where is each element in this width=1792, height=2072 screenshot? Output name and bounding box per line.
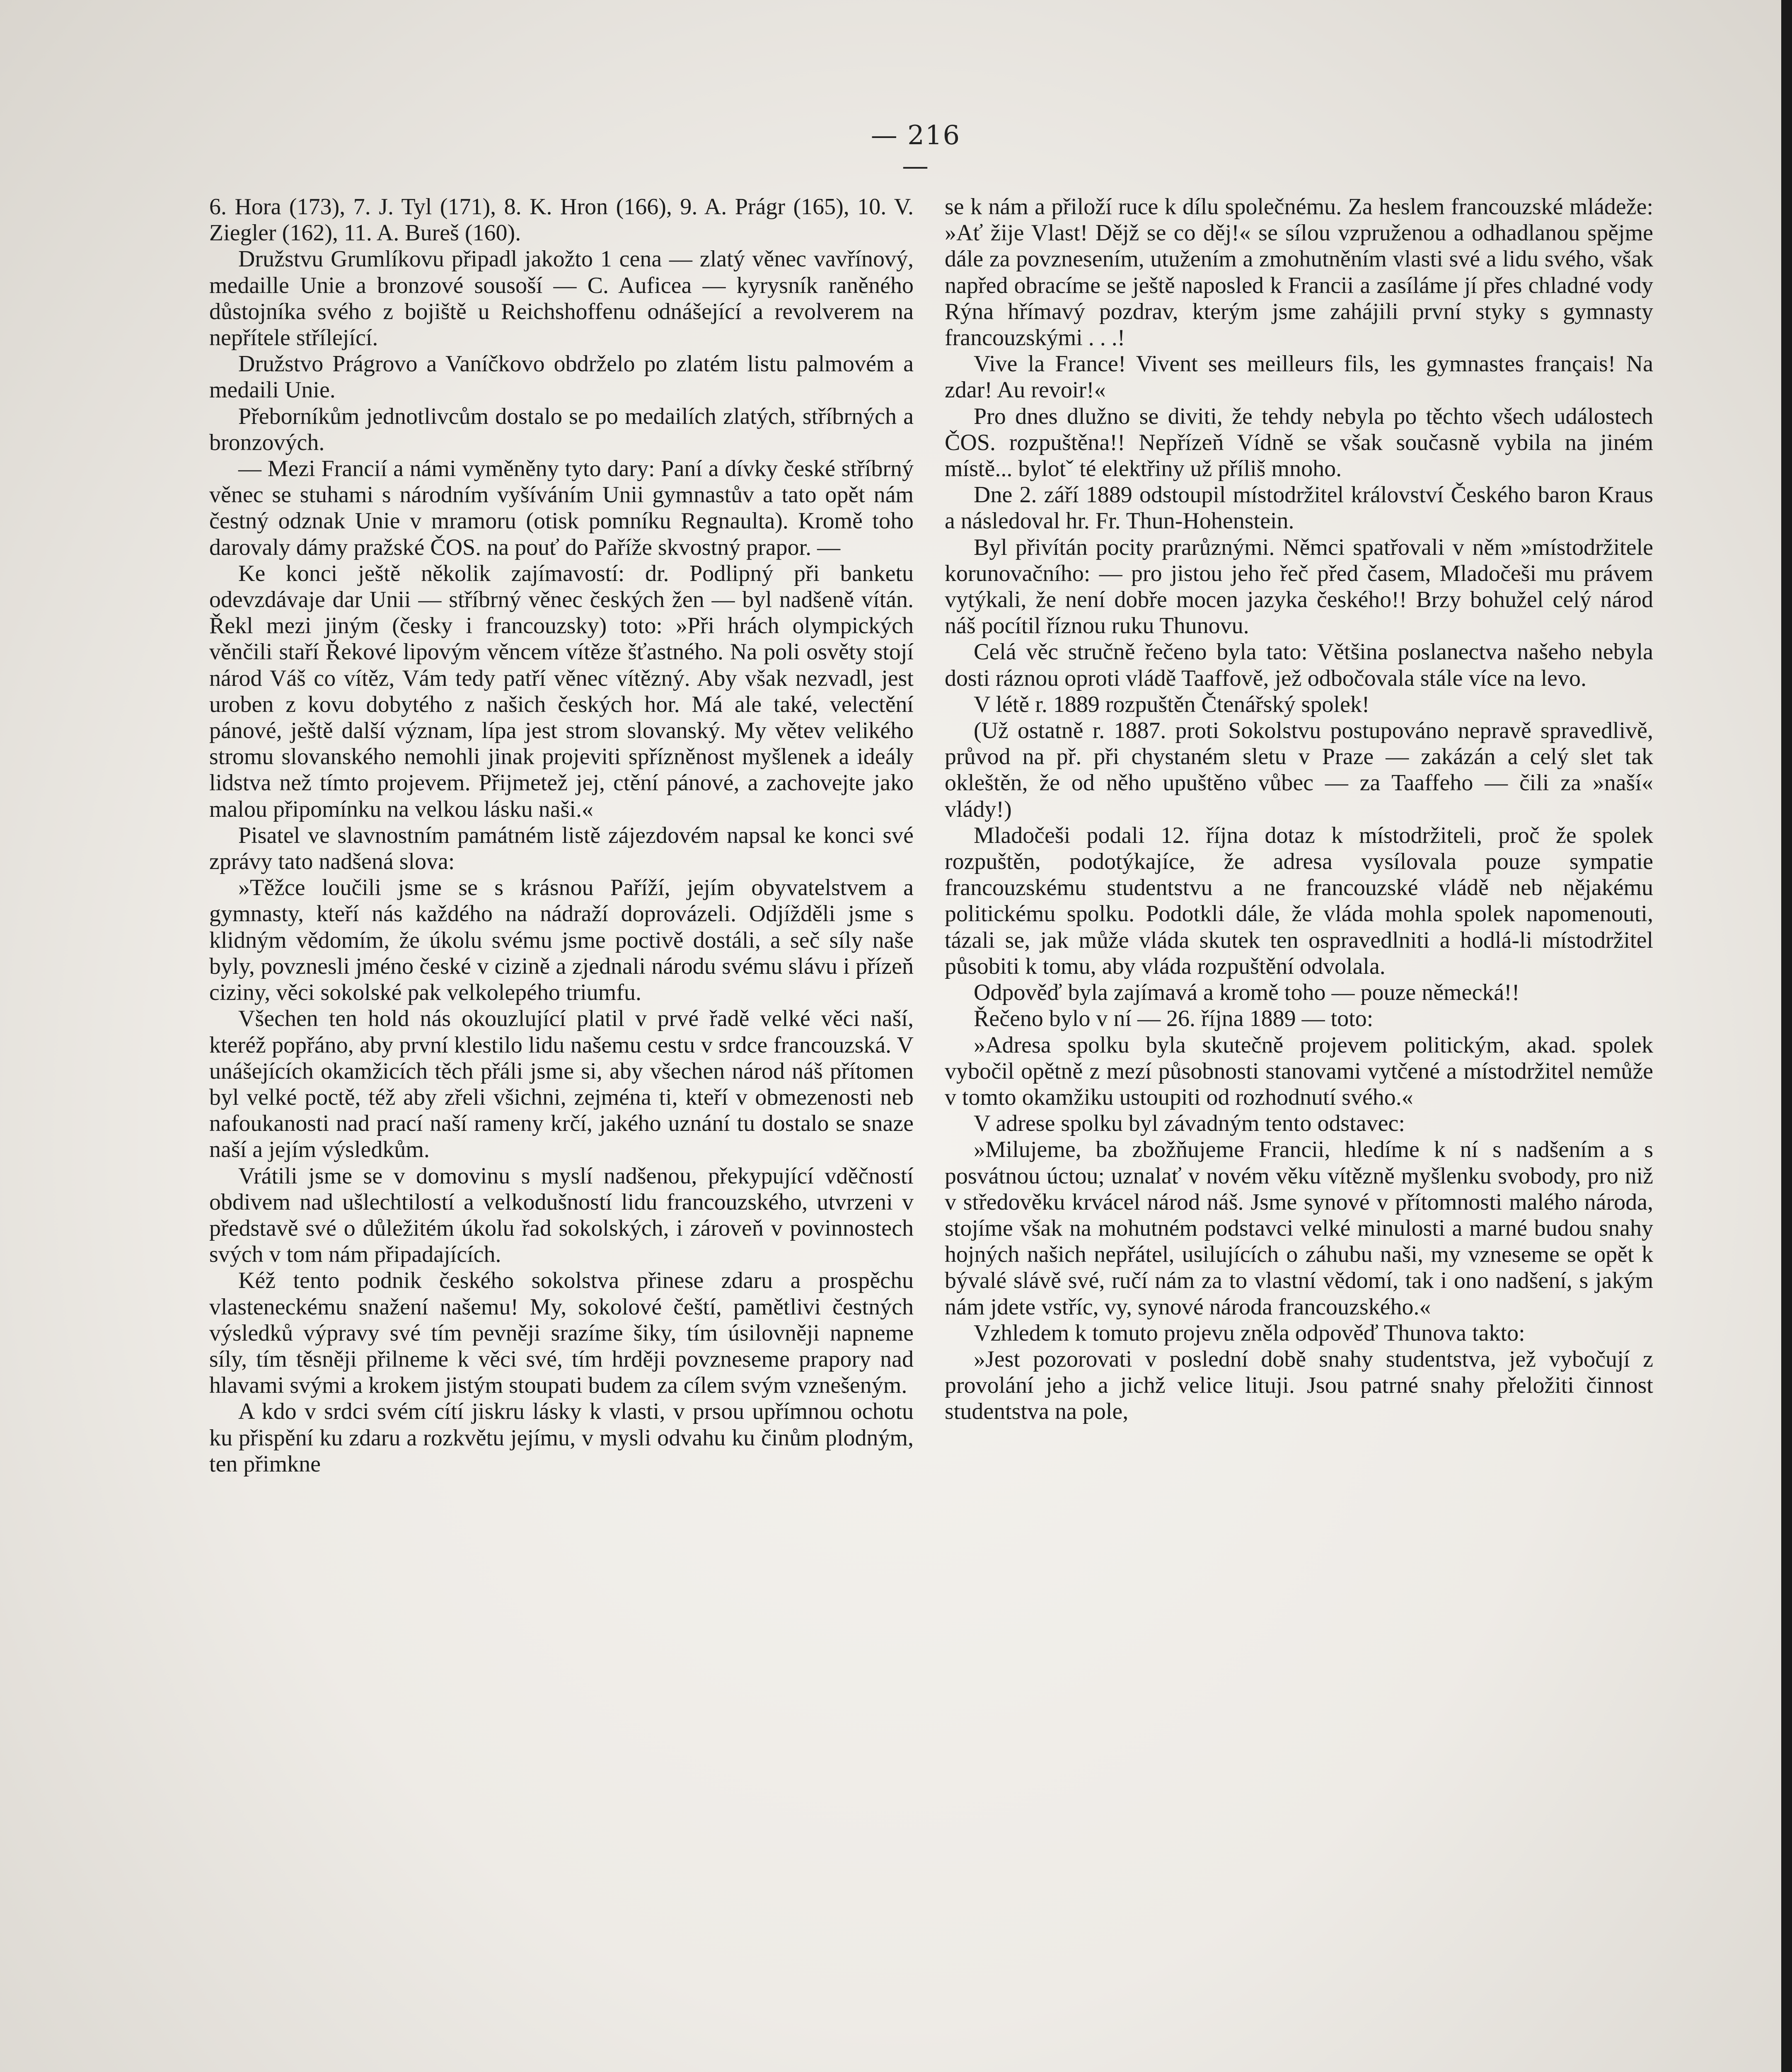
paragraph: Pro dnes dlužno se diviti, že tehdy nebyla po těchto všech událostech ČOS. rozpuštěna!! Nepřízeň Vídně se však současně vybila na jiném místě... bylotˇ té elektřiny už příliš mnoho. [945,403,1653,482]
paragraph: »Adresa spolku byla skutečně projevem politickým, akad. spolek vybočil opětně z mezí působnosti stanovami vytčené a místodržitel nemůže v tomto okamžiku ustoupiti od rozhodnutí svého.« [945,1032,1653,1110]
paragraph: — Mezi Francií a námi vyměněny tyto dary: Paní a dívky české stříbrný věnec se stuhami s národním vyšíváním Unii gymnastův a tato opět nám čestný odznak Unie v mramoru (otisk pomníku Regnaulta). Kromě toho darovaly dámy pražské ČOS. na pouť do Paříže skvostný prapor. — [209,456,914,560]
paragraph: Družstvu Grumlíkovu připadl jakožto 1 cena — zlatý věnec vavřínový, medaille Unie a bronzové sousoší — C. Auficea — kyrysník raněného důstojníka svého z bojiště u Reichshoffenu odnášející a revolverem na nepřítele střílející. [209,246,914,351]
paragraph: Vive la France! Vivent ses meilleurs fils, les gymnastes français! Na zdar! Au revoir!« [945,351,1653,403]
paragraph: Mladočeši podali 12. října dotaz k místodržiteli, proč že spolek rozpuštěn, podotýkajíce, že adresa vysílovala pouze sympatie francouzskému studentstvu a ne francouzské vládě neb nějakému politickému spolku. Podotkli dále, že vláda mohla spolek napomenouti, tázali se, jak může vláda skutek ten ospravedlniti a hodlá-li místodržitel působiti k tomu, aby vláda rozpuštění odvolala. [945,822,1653,979]
paragraph: Všechen ten hold nás okouzlující platil v prvé řadě velké věci naší, kteréž popřáno, aby první klestilo lidu našemu cestu v srdce francouzská. V unášejících okamžicích těch přáli jsme si, aby všechen národ náš přítomen byl velké poctě, též aby zřeli všichni, zejména ti, kteří v obmezenosti neb nafoukanosti nad prací naší rameny krčí, jakého uznání tu dostalo se snaze naší a jejím výsledkům. [209,1006,914,1163]
paragraph: Řečeno bylo v ní — 26. října 1889 — toto: [974,1006,1374,1032]
paragraph: Kéž tento podnik českého sokolstva přinese zdaru a prospěchu vlasteneckému snažení našemu! My, sokolové čeští, pamětlivi čestných výsledků výpravy své tím pevněji srazíme šiky, tím úsilovněji napneme síly, tím těsněji přilneme k věci své, tím hrději povzneseme prapory nad hlavami svými a krokem jistým stoupati budem za cílem svým vznešeným. [209,1268,914,1399]
paragraph: (Už ostatně r. 1887. proti Sokolstvu postupováno nepravě spravedlivě, průvod na př. při chystaném sletu v Praze — zakázán a celý slet tak okleštěn, že od něho upuštěno vůbec — za Taaffeho — čili za »naší« vlády!) [945,718,1653,822]
page-number: — 216 — [871,120,961,182]
right-column [945,194,1653,1425]
paragraph: se k nám a přiloží ruce k dílu společnému. Za heslem francouzské mládeže: »Ať žije Vlast! Dějž se co děj!« se sílou vzpruženou a odhadlanou spějme dále za povznesením, utužením a zmohutněním vlasti své a lidu svého, však napřed obracíme se ještě naposled k Francii a zasíláme jí přes chladné vody Rýna hřímavý pozdrav, kterým jsme zahájili první styky s gymnasty francouzskými . . .! [945,194,1653,351]
paragraph: Družstvo Prágrovo a Vaníčkovo obdrželo po zlatém listu palmovém a medaili Unie. [209,351,914,403]
paragraph: »Milujeme, ba zbožňujeme Francii, hledíme k ní s nadšením a s posvátnou úctou; uznalať v novém věku vítězně myšlenku svobody, pro niž v středověku krvácel národ náš. Jsme synové v přítomnosti malého národa, stojíme však na mohutném podstavci velké minulosti a marné budou snahy hojných našich nepřátel, usilujících o záhubu naši, my vzneseme se opět k bývalé slávě své, ručí nám za to vlastní vědomí, tak i ono nadšení, s jakým nám jdete vstříc, vy, synové národa francouzského.« [945,1137,1653,1320]
paragraph: 6. Hora (173), 7. J. Tyl (171), 8. K. Hron (166), 9. A. Prágr (165), 10. V. Ziegler (162), 11. A. Bureš (160). [209,194,914,246]
paragraph: Celá věc stručně řečeno byla tato: Většina poslanectva našeho nebyla dosti ráznou oproti vládě Taaffově, jež odbočovala stále více na levo. [945,639,1653,691]
paragraph: V létě r. 1889 rozpuštěn Čtenářský spolek! [974,691,1370,717]
paragraph: Byl přivítán pocity prarůznými. Němci spatřovali v něm »místodržitele korunovačního: — pro jistou jeho řeč před časem, Mladočeši mu právem vytýkali, že není dobře mocen jazyka českého!! Brzy bohužel celý národ náš pocítil říznou ruku Thunovu. [945,534,1653,639]
paragraph: Vrátili jsme se v domovinu s myslí nadšenou, překypující vděčností obdivem nad ušlechtilostí a velkodušností lidu francouzského, utvrzeni v představě své o důležitém úkolu řad sokolských, i zároveň v povinnostech svých v tom nám připadajících. [209,1163,914,1268]
scan-edge [1781,0,1792,2072]
paragraph: A kdo v srdci svém cítí jiskru lásky k vlasti, v prsou upřímnou ochotu ku přispění ku zdaru a rozkvětu jejímu, v mysli odvahu ku činům plodným, ten přimkne [209,1399,914,1477]
left-column [209,194,914,1477]
paragraph: V adrese spolku byl závadným tento odstavec: [974,1111,1405,1137]
paragraph: »Těžce loučili jsme se s krásnou Paříží, jejím obyvatelstvem a gymnasty, kteří nás každého na nádraží doprovázeli. Odjížděli jsme s klidným vědomím, že úkolu svému jsme poctivě dostáli, a seč síly naše byly, povznesli jméno české v cizině a zjednali národu svému slávu i přízeň ciziny, věci sokolské pak velkolepého triumfu. [209,875,914,1006]
paragraph: Odpověď byla zajímavá a kromě toho — pouze německá!! [974,980,1520,1006]
paragraph: »Jest pozorovati v poslední době snahy studentstva, jež vybočují z provolání jeho a jichž velice lituji. Jsou patrné snahy přeložiti činnost studentstva na pole, [945,1346,1653,1425]
paragraph: Přeborníkům jednotlivcům dostalo se po medailích zlatých, stříbrných a bronzových. [209,403,914,455]
paragraph: Vzhledem k tomuto projevu zněla odpověď Thunova takto: [974,1320,1525,1346]
paragraph: Ke konci ještě několik zajímavostí: dr. Podlipný při banketu odevzdávaje dar Unii — stříbrný věnec českých žen — byl nadšeně vítán. Řekl mezi jiným (česky i francouzsky) toto: »Při hrách olympických věnčili staří Řekové lipovým věncem vítěze šťastného. Na poli osvěty stojí národ Váš co vítěz, Vám tedy patří věnec vítězný. Aby však nezvadl, jest uroben z kovu dobytého z našich českých hor. Má ale také, velectění pánové, ještě další význam, lípa jest strom slovanský. My větev velikého stromu slovanského nemohli jinak projeviti spřízněnost myšlenek a ideály lidstva než tímto projevem. Přijmetež jej, ctění pánové, a zachovejte jako malou připomínku na velkou lásku naši.« [209,560,914,822]
paragraph: Dne 2. září 1889 odstoupil místodržitel království Českého baron Kraus a následoval hr. Fr. Thun-Hohenstein. [945,482,1653,534]
paragraph: Pisatel ve slavnostním památném listě zájezdovém napsal ke konci své zprávy tato nadšená slova: [209,822,914,875]
